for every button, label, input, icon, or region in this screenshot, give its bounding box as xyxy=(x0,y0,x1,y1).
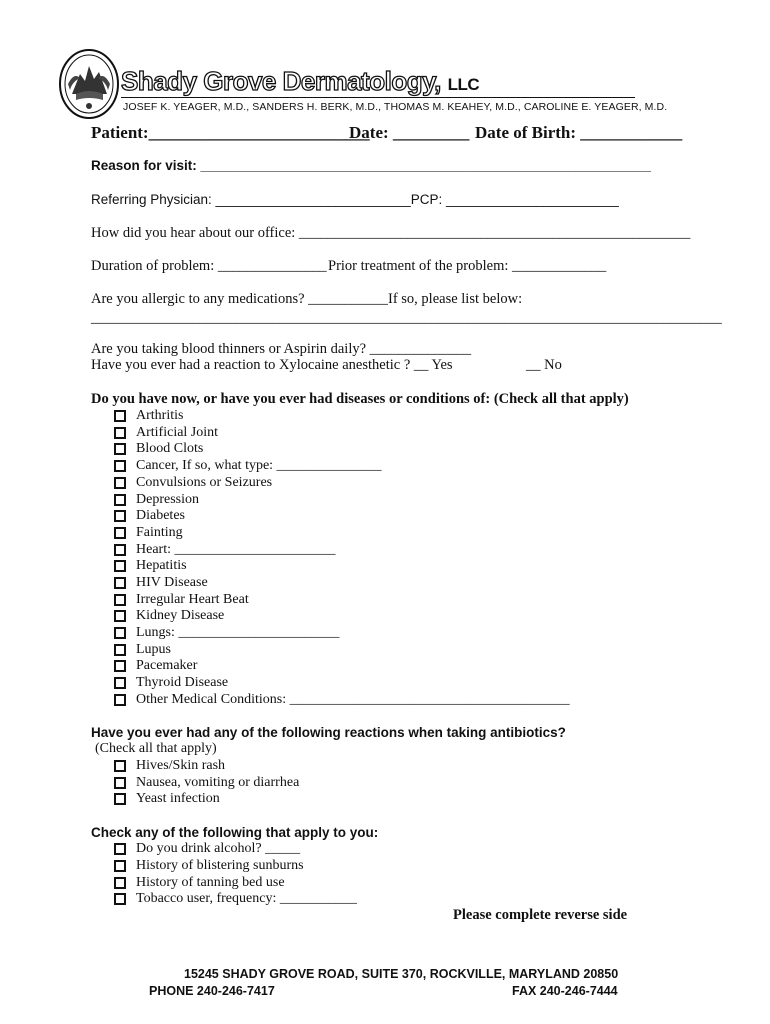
list-below-label: If so, please list below: xyxy=(388,291,523,307)
practice-suffix: LLC xyxy=(447,75,480,94)
condition-irregular-heart-beat[interactable]: Irregular Heart Beat xyxy=(136,592,249,608)
apply-heading: Check any of the following that apply to you: xyxy=(91,825,379,840)
condition-artificial-joint[interactable]: Artificial Joint xyxy=(136,425,218,441)
allergy-list-line[interactable]: _______________________________________________________________________________________ xyxy=(91,310,722,326)
condition-hepatitis[interactable]: Hepatitis xyxy=(136,558,187,574)
condition-hiv[interactable]: HIV Disease xyxy=(136,575,208,591)
reason-for-visit-field[interactable]: Reason for visit: ____________________________________________________________ xyxy=(91,158,652,173)
checkbox[interactable] xyxy=(114,527,126,539)
checkbox[interactable] xyxy=(114,427,126,439)
footer-phone: PHONE 240-246-7417 xyxy=(149,984,275,998)
antibiotics-heading: Have you ever had any of the following reactions when taking antibiotics? xyxy=(91,725,566,740)
checkbox[interactable] xyxy=(114,544,126,556)
header-rule xyxy=(121,97,635,98)
how-heard-field[interactable]: How did you hear about our office: ______________________________________________________ xyxy=(91,225,691,241)
checkbox[interactable] xyxy=(114,610,126,622)
condition-cancer[interactable]: Cancer, If so, what type: _______________ xyxy=(136,458,382,474)
xylocaine-no-option[interactable]: __ No xyxy=(526,357,562,373)
reaction-hives[interactable]: Hives/Skin rash xyxy=(136,758,225,774)
reaction-nausea[interactable]: Nausea, vomiting or diarrhea xyxy=(136,775,299,791)
checkbox[interactable] xyxy=(114,677,126,689)
apply-blistering-sunburns[interactable]: History of blistering sunburns xyxy=(136,858,304,874)
patient-name-field[interactable]: Patient:__________________________ xyxy=(91,123,370,142)
prior-treatment-field[interactable]: Prior treatment of the problem: _____________ xyxy=(328,258,607,274)
antibiotics-subheading: (Check all that apply) xyxy=(95,741,217,756)
checkbox[interactable] xyxy=(114,494,126,506)
duration-field[interactable]: Duration of problem: _______________ xyxy=(91,258,327,274)
practice-name: Shady Grove Dermatology, LLC xyxy=(121,66,480,96)
date-of-birth-field[interactable]: Date of Birth: ____________ xyxy=(475,123,683,142)
checkbox[interactable] xyxy=(114,793,126,805)
checkbox[interactable] xyxy=(114,660,126,672)
apply-tobacco[interactable]: Tobacco user, frequency: ___________ xyxy=(136,891,357,907)
practice-logo-seal xyxy=(58,48,120,120)
checkbox[interactable] xyxy=(114,860,126,872)
condition-blood-clots[interactable]: Blood Clots xyxy=(136,441,203,457)
condition-diabetes[interactable]: Diabetes xyxy=(136,508,185,524)
checkbox[interactable] xyxy=(114,760,126,772)
condition-convulsions[interactable]: Convulsions or Seizures xyxy=(136,475,272,491)
checkbox[interactable] xyxy=(114,510,126,522)
checkbox[interactable] xyxy=(114,560,126,572)
apply-tanning-bed[interactable]: History of tanning bed use xyxy=(136,875,285,891)
checkbox[interactable] xyxy=(114,843,126,855)
condition-other[interactable]: Other Medical Conditions: ________________________________________ xyxy=(136,692,570,708)
condition-heart[interactable]: Heart: _______________________ xyxy=(136,542,335,558)
referring-physician-field[interactable]: Referring Physician: __________________________PCP: _______________________ xyxy=(91,192,619,207)
checkbox[interactable] xyxy=(114,410,126,422)
checkbox[interactable] xyxy=(114,893,126,905)
checkbox[interactable] xyxy=(114,594,126,606)
apply-alcohol[interactable]: Do you drink alcohol? _____ xyxy=(136,841,300,857)
checkbox[interactable] xyxy=(114,443,126,455)
checkbox[interactable] xyxy=(114,644,126,656)
checkbox[interactable] xyxy=(114,460,126,472)
condition-depression[interactable]: Depression xyxy=(136,492,199,508)
date-field[interactable]: Date: _________ xyxy=(349,123,470,142)
condition-thyroid-disease[interactable]: Thyroid Disease xyxy=(136,675,228,691)
blood-thinners-field[interactable]: Are you taking blood thinners or Aspirin daily? ______________ xyxy=(91,341,472,357)
allergic-field[interactable]: Are you allergic to any medications? ___________ xyxy=(91,291,388,307)
footer-address: 15245 SHADY GROVE ROAD, SUITE 370, ROCKVILLE, MARYLAND 20850 xyxy=(184,967,619,981)
condition-lungs[interactable]: Lungs: _______________________ xyxy=(136,625,339,641)
footer-fax: FAX 240-246-7444 xyxy=(512,984,618,998)
checkbox[interactable] xyxy=(114,577,126,589)
checkbox[interactable] xyxy=(114,694,126,706)
condition-pacemaker[interactable]: Pacemaker xyxy=(136,658,197,674)
condition-fainting[interactable]: Fainting xyxy=(136,525,183,541)
reverse-side-note: Please complete reverse side xyxy=(453,907,628,923)
condition-arthritis[interactable]: Arthritis xyxy=(136,408,183,424)
xylocaine-yes-option[interactable]: Have you ever had a reaction to Xylocaine anesthetic ? __ Yes xyxy=(91,357,453,373)
checkbox[interactable] xyxy=(114,477,126,489)
condition-kidney-disease[interactable]: Kidney Disease xyxy=(136,608,224,624)
checkbox[interactable] xyxy=(114,777,126,789)
checkbox[interactable] xyxy=(114,877,126,889)
physician-names: JOSEF K. YEAGER, M.D., SANDERS H. BERK, M.D., THOMAS M. KEAHEY, M.D., CAROLINE E. YEAGER, M.D. xyxy=(123,101,668,113)
conditions-heading: Do you have now, or have you ever had diseases or conditions of: (Check all that apply) xyxy=(91,391,629,407)
reaction-yeast-infection[interactable]: Yeast infection xyxy=(136,791,220,807)
checkbox[interactable] xyxy=(114,627,126,639)
condition-lupus[interactable]: Lupus xyxy=(136,642,171,658)
